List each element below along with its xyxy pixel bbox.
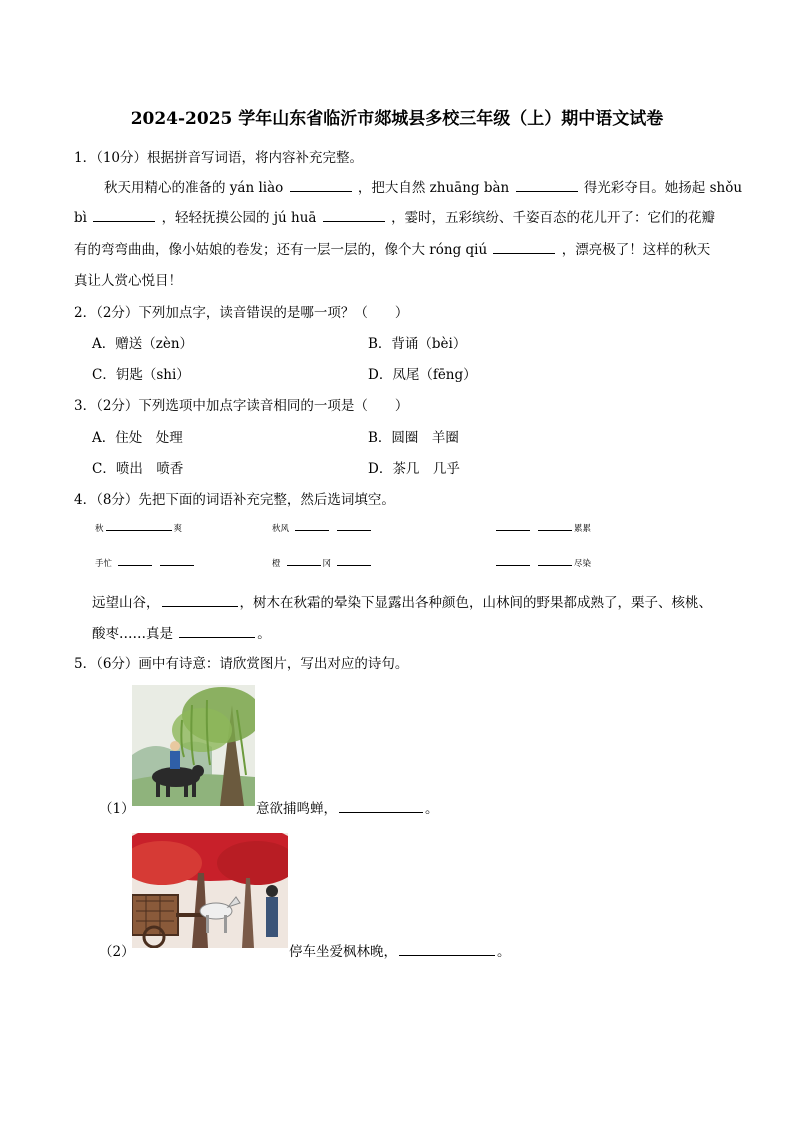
word-text: 冈	[322, 559, 332, 569]
answer-blank[interactable]	[337, 557, 371, 566]
q3-option-b[interactable]: B．圆圈 羊圈	[368, 430, 459, 446]
q4-sentence-2	[92, 622, 271, 642]
answer-blank[interactable]	[538, 522, 572, 531]
q1-text: 秋天用精心的准备的 yán liào	[104, 180, 284, 196]
page-title: 2024-2025 学年山东省临沂市郯城县多校三年级（上）期中语文试卷	[130, 109, 664, 129]
word-text: 橙	[272, 559, 281, 569]
answer-blank[interactable]	[339, 800, 423, 813]
q1-heading: 1．（10分）根据拼音写词语，将内容补充完整。	[74, 150, 364, 166]
poem-text: 。	[425, 801, 439, 817]
q4-heading: 4．（8分）先把下面的词语补充完整，然后选词填空。	[74, 492, 395, 508]
q4-sentence-1	[92, 591, 712, 611]
poem-text: 。	[497, 944, 511, 960]
answer-blank[interactable]	[496, 522, 530, 531]
q3-heading: 3．（2分）下列选项中加点字读音相同的一项是（ ）	[74, 398, 409, 414]
q3-option-a[interactable]: A．住处 处理	[92, 430, 183, 446]
word-text: 手忙	[95, 559, 113, 569]
poem-text: 停车坐爱枫林晚，	[289, 944, 397, 960]
word-text: 秋	[95, 524, 104, 534]
word-text: 累累	[574, 524, 592, 534]
word-text: 尽染	[574, 559, 592, 569]
q1-line-4: 真让人赏心悦目！	[74, 273, 182, 289]
answer-blank[interactable]	[399, 943, 495, 956]
q1-text: 得光彩夺目。她扬起 shǒu	[583, 180, 743, 196]
q2-option-b[interactable]: B．背诵（bèi）	[368, 336, 467, 352]
sentence-text: 远望山谷，	[92, 595, 160, 611]
q5-heading: 5．（6分）画中有诗意：请欣赏图片，写出对应的诗句。	[74, 656, 409, 672]
sentence-text: 酸枣……真是	[92, 626, 173, 642]
answer-blank[interactable]	[93, 209, 155, 222]
q4-word-4	[95, 557, 196, 569]
answer-blank[interactable]	[287, 557, 321, 566]
poem-picture-ox-willow	[132, 685, 255, 806]
answer-blank[interactable]	[538, 557, 572, 566]
q2-heading: 2．（2分）下列加点字，读音错误的是哪一项？（ ）	[74, 305, 409, 321]
q1-line-1	[104, 176, 742, 196]
answer-blank[interactable]	[493, 241, 555, 254]
answer-blank[interactable]	[295, 522, 329, 531]
q4-word-2	[272, 522, 373, 534]
q1-text: ，霎时，五彩缤纷、千姿百态的花儿开了：它们的花瓣	[391, 210, 716, 226]
answer-blank[interactable]	[179, 625, 255, 638]
word-text: 秋风	[272, 524, 290, 534]
q1-line-3	[74, 238, 710, 258]
answer-blank[interactable]	[162, 594, 238, 607]
q2-option-a[interactable]: A．赠送（zèn）	[92, 336, 194, 352]
sentence-text: 。	[257, 626, 271, 642]
answer-blank[interactable]	[323, 209, 385, 222]
item-number: （1）	[99, 801, 135, 817]
q5-poem-line-2	[289, 940, 511, 960]
q1-text: ，漂亮极了！这样的秋天	[561, 242, 711, 258]
q2-option-c[interactable]: C．钥匙（shi）	[92, 367, 190, 383]
answer-blank[interactable]	[337, 522, 371, 531]
q4-word-1	[95, 522, 182, 534]
item-number: （2）	[99, 944, 135, 960]
answer-blank[interactable]	[496, 557, 530, 566]
poem-text: 意欲捕鸣蝉，	[256, 801, 337, 817]
answer-blank[interactable]	[160, 557, 194, 566]
answer-blank[interactable]	[118, 557, 152, 566]
q5-poem-line-1	[256, 797, 439, 817]
q2-option-d[interactable]: D．凤尾（fēng）	[368, 367, 477, 383]
poem-picture-maple-cart	[132, 833, 288, 948]
q1-text: bì	[74, 210, 87, 226]
answer-blank[interactable]	[106, 522, 172, 531]
q4-word-3	[494, 522, 591, 534]
q4-word-5	[272, 557, 373, 569]
q5-item-2	[99, 940, 135, 960]
q3-option-d[interactable]: D．茶几 几乎	[368, 461, 460, 477]
q1-text: 有的弯弯曲曲，像小姑娘的卷发；还有一层一层的，像个大 róng qiú	[74, 242, 488, 258]
sentence-text: ，树木在秋霜的晕染下显露出各种颜色，山林间的野果都成熟了，栗子、核桃、	[239, 595, 712, 611]
q1-text: ，轻轻抚摸公园的 jú huā	[161, 210, 317, 226]
q1-text: ，把大自然 zhuāng bàn	[357, 180, 510, 196]
q1-line-2	[74, 206, 715, 226]
answer-blank[interactable]	[516, 179, 578, 192]
q4-word-6	[494, 557, 591, 569]
word-text: 爽	[173, 524, 183, 534]
answer-blank[interactable]	[290, 179, 352, 192]
q3-option-c[interactable]: C．喷出 喷香	[92, 461, 184, 477]
q5-item-1	[99, 797, 135, 817]
